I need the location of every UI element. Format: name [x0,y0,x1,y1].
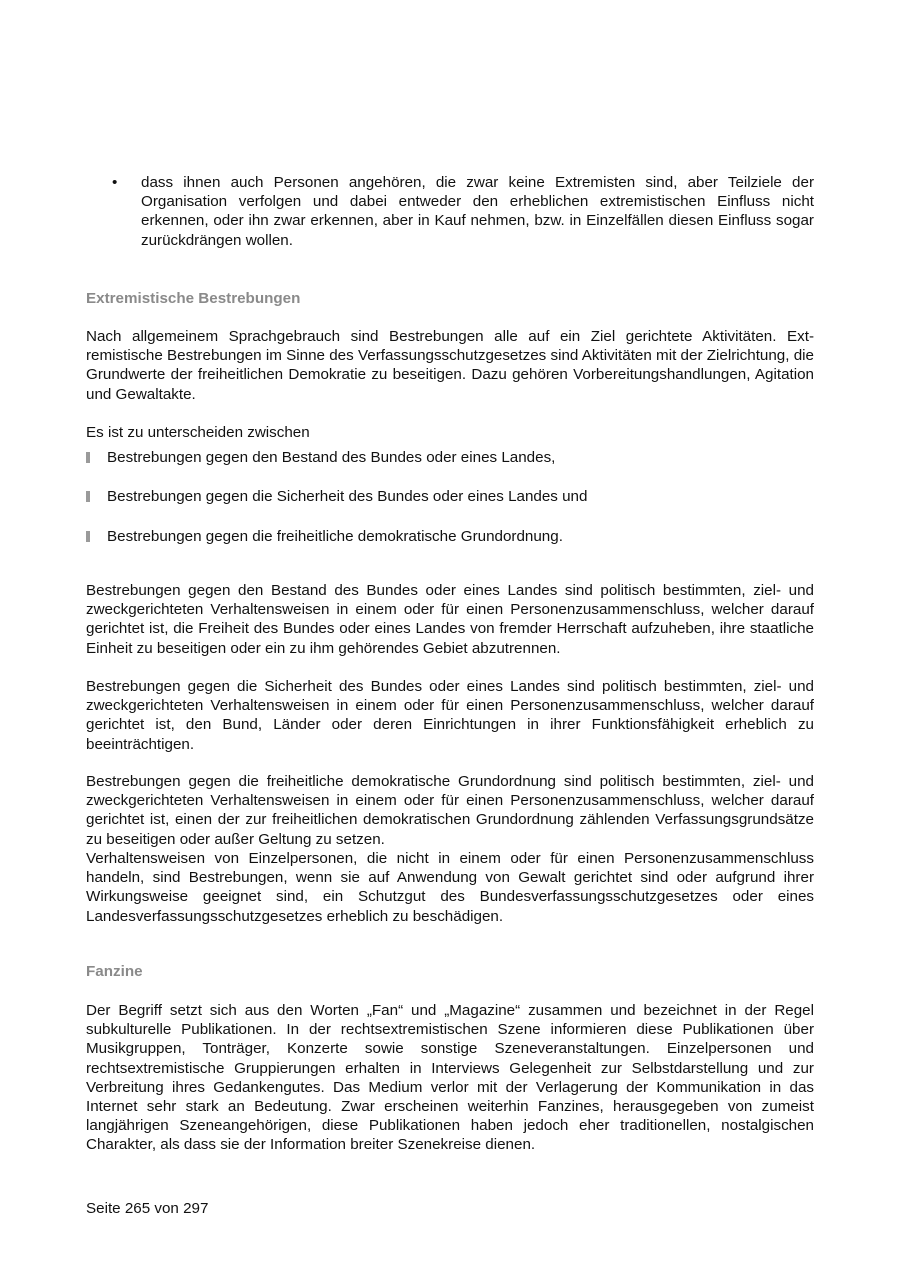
paragraph: Der Begriff setzt sich aus den Worten „Fan“ und „Magazine“ zusammen und bezeichnet in der Regel subkulturelle Publikationen. In der rechtsextremistischen Szene informieren diese Publikationen über Musikgruppen, Tonträger, Konzerte sowie sonstige Szeneveranstaltungen. Einzelpersonen und rechtsextremistische Gruppierungen erhalten in Interviews Gelegenheit zur Selbstdarstellung und zur Verbreitung ihres Gedankengutes. Das Medium verlor mit der Verlagerung der Kommunikation in das Internet sehr stark an Bedeutung. Zwar erscheinen weiterhin Fanzines, herausgegeben von zumeist langjährigen Szeneangehörigen, diese Publikationen haben jedoch eher traditionellen, nostalgischen Charakter, als dass sie der Information breiter Szenekreise dienen. [86,1002,814,1154]
page-number: Seite 265 von 297 [86,1200,209,1217]
square-bullet-icon [86,531,90,542]
section-heading-fanzine: Fanzine [86,963,143,980]
list-item [86,487,814,506]
paragraph: Nach allgemeinem Sprachgebrauch sind Bestrebungen alle auf ein Ziel gerichtete Aktivitäten. Extremistische Bestrebungen im Sinne des Verfassungsschutzgesetzes sind Aktivitäten mit der Zielrichtung, die Grundwerte der freiheitlichen Demokratie zu beseitigen. Dazu gehören Vorbereitungshandlungen, Agitation und Gewaltakte. [86,328,814,403]
list-item [86,527,814,546]
document-page [86,0,814,1273]
list-intro: Es ist zu unterscheiden zwischen [86,424,310,441]
square-bullet-icon [86,452,90,463]
section-heading-extremistische-bestrebungen: Extremistische Bestrebungen [86,290,301,307]
paragraph: Verhaltensweisen von Einzelpersonen, die nicht in einem oder für einen Personenzusammenschluss handeln, sind Bestrebungen, wenn sie auf Anwendung von Gewalt gerichtet sind oder aufgrund ihrer Wirkungsweise geeignet sind, ein Schutzgut des Bundesverfassungsschutzgesetzes oder eines Landesverfassungsschutzgesetzes erheblich zu beschädigen. [86,850,814,925]
paragraph: Bestrebungen gegen die Sicherheit des Bundes oder eines Landes sind politisch bestimmten, ziel- und zweckgerichteten Verhaltensweisen in einem oder für einen Personenzusammenschluss, welcher darauf gerichtet ist, den Bund, Länder oder deren Einrichtungen in ihrer Funktionsfähigkeit erheblich zu beeinträchtigen. [86,678,814,753]
paragraph: Bestrebungen gegen den Bestand des Bundes oder eines Landes sind politisch bestimmten, ziel- und zweckgerichteten Verhaltensweisen in einem oder für einen Personenzusammenschluss, welcher darauf gerichtet ist, die Freiheit des Bundes oder eines Landes von fremder Herrschaft aufzuheben, ihre staatliche Einheit zu beseitigen oder ein zu ihm gehörendes Gebiet abzutrennen. [86,582,814,657]
list-item [86,448,814,467]
list-item-text: Bestrebungen gegen den Bestand des Bundes oder eines Landes, [107,449,556,466]
list-item-text: Bestrebungen gegen die freiheitliche demokratische Grundordnung. [107,528,563,545]
list-item-text: Bestrebungen gegen die Sicherheit des Bundes oder eines Landes und [107,488,588,505]
paragraph: Bestrebungen gegen die freiheitliche demokratische Grundordnung sind politisch bestimmten, ziel- und zweckgerichteten Verhaltensweisen in einem oder für einen Personenzusammenschluss, welcher darauf gerichtet ist, einen der zur freiheitlichen demokratischen Grundordnung zählenden Verfassungsgrundsätze zu beseitigen oder außer Geltung zu setzen. [86,773,814,848]
square-bullet-icon [86,491,90,502]
bullet-dot-icon: • [112,174,118,191]
intro-bullet-text: dass ihnen auch Personen angehören, die zwar keine Extremisten sind, aber Teilziele der Organisation verfolgen und dabei entweder den erheblichen extremistischen Einfluss nicht erkennen, oder ihn zwar erkennen, aber in Kauf nehmen, bzw. in Einzelfällen diesen Einfluss sogar zurückdrängen wollen. [141,174,814,249]
